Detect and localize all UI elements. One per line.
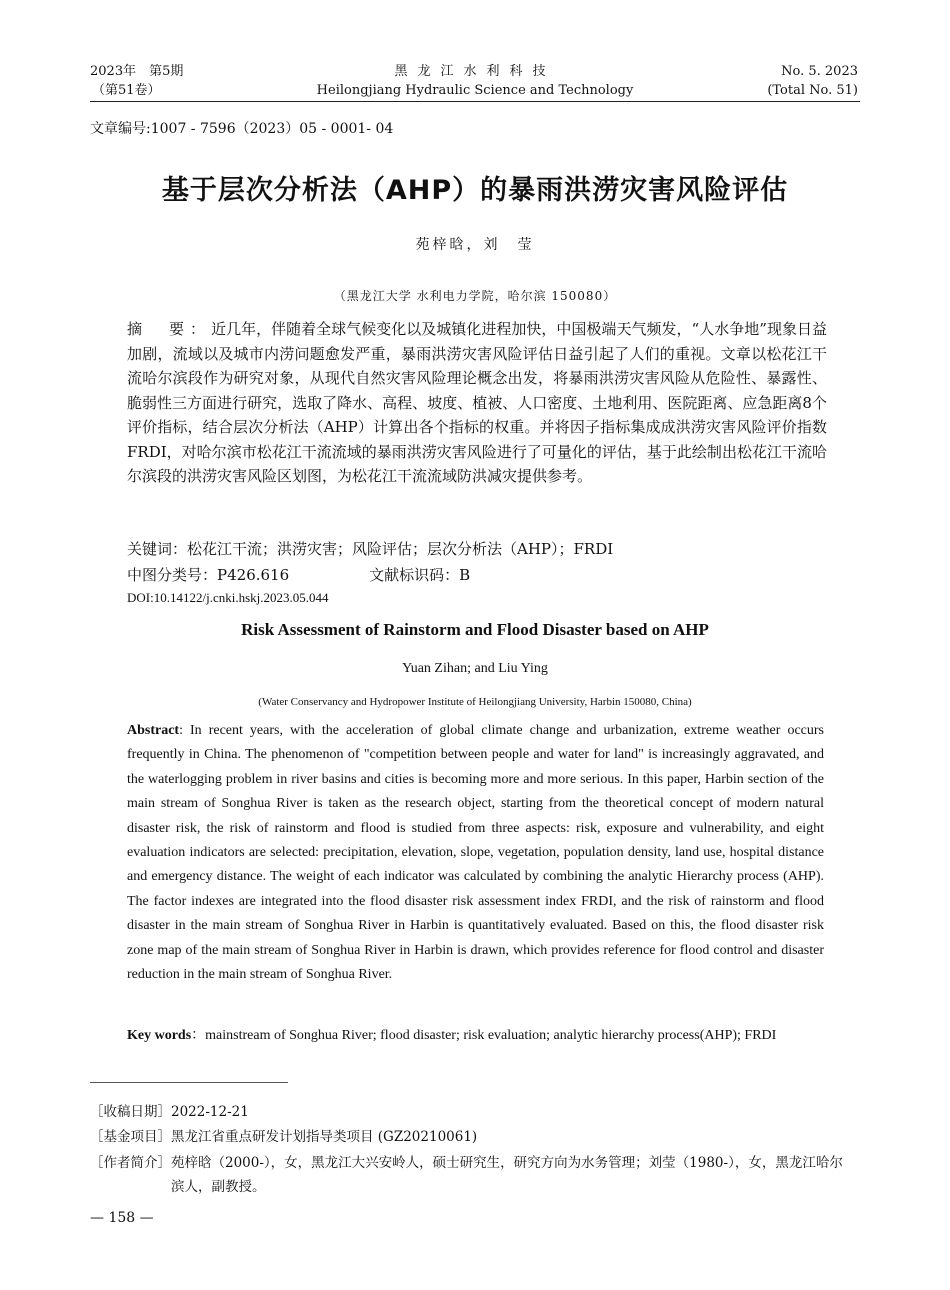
classification-cn <box>127 563 470 587</box>
footnote-divider <box>90 1082 288 1083</box>
clc-value: P426.616 <box>217 566 290 584</box>
doc-code-value: B <box>459 566 471 584</box>
affiliation-en: (Water Conservancy and Hydropower Institute of Heilongjiang University, Harbin 150080, China) <box>258 696 692 708</box>
header-issue <box>90 62 183 100</box>
keywords-cn <box>127 537 613 561</box>
keywords-cn-label: 关键词： <box>127 540 188 558</box>
abstract-cn <box>127 317 827 489</box>
keywords-en <box>127 1024 824 1048</box>
received-label: ［收稿日期］ <box>90 1104 171 1120</box>
author-bio-value: 苑梓晗（2000-），女，黑龙江大兴安岭人，硕士研究生，研究方向为水务管理；刘莹（1980-），女，黑龙江哈尔滨人，副教授。 <box>171 1155 843 1195</box>
doc-code-label: 文献标识码： <box>369 566 460 584</box>
keywords-en-label: Key words <box>127 1028 192 1043</box>
abstract-en-label: Abstract <box>127 723 180 738</box>
header-issue-year: 2023年 第5期 <box>90 64 184 79</box>
footnote-received <box>90 1100 870 1124</box>
authors-cn: 苑梓晗，刘 莹 <box>415 237 535 253</box>
header-total: (Total No. 51) <box>767 83 858 98</box>
authors-en: Yuan Zihan; and Liu Ying <box>402 661 548 676</box>
journal-name-en: Heilongjiang Hydraulic Science and Technology <box>316 83 634 98</box>
header-no: No. 5. 2023 <box>781 64 858 79</box>
header-number <box>767 62 858 100</box>
fund-value: 黑龙江省重点研发计划指导类项目 (GZ20210061) <box>171 1129 478 1145</box>
page-number: — 158 — <box>90 1210 154 1226</box>
header-journal <box>300 62 650 100</box>
footnote-author-bio <box>90 1151 870 1199</box>
keywords-cn-text: 松花江干流；洪涝灾害；风险评估；层次分析法（AHP）；FRDI <box>187 540 614 558</box>
doi: DOI:10.14122/j.cnki.hskj.2023.05.044 <box>127 590 329 605</box>
received-value: 2022-12-21 <box>171 1104 249 1120</box>
keywords-en-text: ：mainstream of Songhua River; flood disaster; risk evaluation; analytic hierarchy process(AHP); FRDI <box>191 1028 777 1043</box>
journal-name-cn: 黑龙江水利科技 <box>394 64 556 79</box>
paper-title-cn: 基于层次分析法（AHP）的暴雨洪涝灾害风险评估 <box>161 175 789 206</box>
header-volume: （第51卷） <box>92 83 161 98</box>
author-bio-label: ［作者简介］ <box>90 1155 171 1171</box>
header-divider <box>90 101 860 102</box>
abstract-en <box>127 719 824 987</box>
article-number: 文章编号:1007 - 7596（2023）05 - 0001- 04 <box>90 121 394 137</box>
fund-label: ［基金项目］ <box>90 1129 171 1145</box>
abstract-cn-text: 近几年，伴随着全球气候变化以及城镇化进程加快，中国极端天气频发，“人水争地”现象日益加剧，流域以及城市内涝问题愈发严重，暴雨洪涝灾害风险评估日益引起了人们的重视。文章以松花江干流哈尔滨段作为研究对象，从现代自然灾害风险理论概念出发，将暴雨洪涝灾害风险从危险性、暴露性、脆弱性三方面进行研究，选取了降水、高程、坡度、植被、人口密度、土地利用、医院距离、应急距离8个评价指标，结合层次分析法（AHP）计算出各个指标的权重。并将因子指标集成成洪涝灾害风险评价指数FRDI，对哈尔滨市松花江干流流域的暴雨洪涝灾害风险进行了可量化的评估，基于此绘制出松花江干流哈尔滨段的洪涝灾害风险区划图，为松花江干流流域防洪减灾提供参考。 <box>127 320 827 485</box>
abstract-cn-label: 摘 要： <box>127 320 212 338</box>
affiliation-cn: （黑龙江大学 水利电力学院，哈尔滨 150080） <box>333 289 617 303</box>
paper-title-en: Risk Assessment of Rainstorm and Flood Disaster based on AHP <box>241 620 709 639</box>
abstract-en-text: : In recent years, with the acceleration of global climate change and urbanization, extreme weather occurs frequently in China. The phenomenon of "competition between people and water for land" is increasingly aggravated, and the waterlogging problem in river basins and cities is becoming more and more serious. In this paper, Harbin section of the main stream of Songhua River is taken as the research object, starting from the theoretical concept of modern natural disaster risk, the risk of rainstorm and flood is studied from three aspects: risk, exposure and vulnerability, and eight evaluation indicators are selected: precipitation, elevation, slope, vegetation, population density, land use, hospital distance and emergency distance. The weight of each indicator was calculated by combining the analytic Hierarchy process (AHP). The factor indexes are integrated into the flood disaster risk assessment index FRDI, and the risk of rainstorm and flood disaster in the main stream of Songhua River in Harbin is quantitatively evaluated. Based on this, the flood disaster risk zone map of the main stream of Songhua River in Harbin is drawn, which provides reference for flood control and disaster reduction in the main stream of Songhua River. <box>127 723 824 983</box>
clc-label: 中图分类号： <box>127 566 218 584</box>
footnote-fund <box>90 1125 870 1149</box>
